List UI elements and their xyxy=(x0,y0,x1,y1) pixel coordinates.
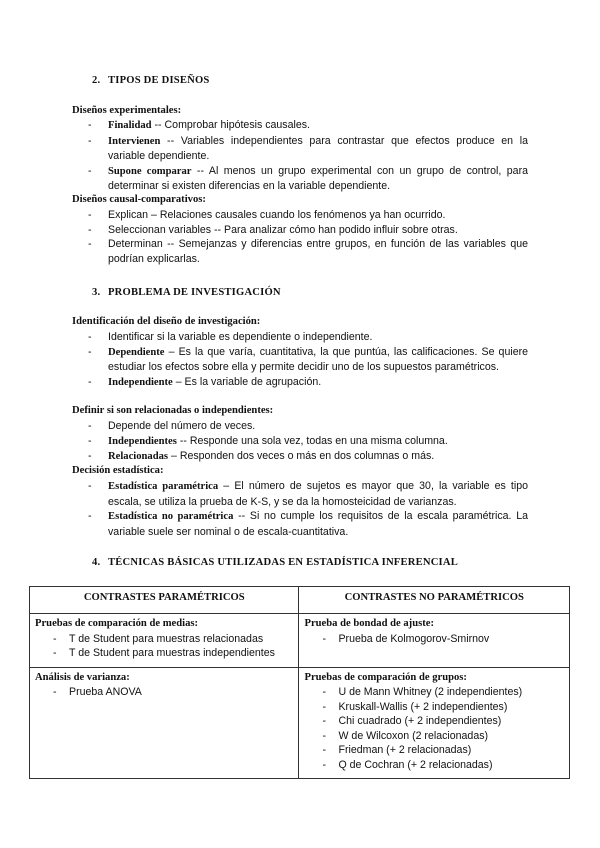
list-item xyxy=(88,208,528,223)
description: Comprobar hipótesis causales. xyxy=(164,119,310,131)
section-number: 2. xyxy=(92,75,101,86)
dash-bullet: - xyxy=(53,686,57,698)
separator: -- xyxy=(176,434,190,447)
description: Variables independientes para contrastar que efectos produce en la variable dependiente. xyxy=(108,134,528,162)
dash-bullet: - xyxy=(88,238,92,250)
dash-bullet: - xyxy=(53,647,57,659)
description: Determinan -- Semejanzas y diferencias entre grupos, en función de las variables que podrían explicarlas. xyxy=(108,238,528,265)
cell-heading: Análisis de varianza: xyxy=(35,671,130,683)
separator: – xyxy=(218,480,235,492)
techniques-table xyxy=(29,586,570,779)
dash-bullet: - xyxy=(322,744,327,756)
dash-bullet: - xyxy=(322,632,327,645)
section-number: 4. xyxy=(92,557,101,568)
section-3-heading xyxy=(92,286,281,301)
term: Relacionadas xyxy=(108,451,169,462)
list-item xyxy=(88,237,528,266)
dash-bullet: - xyxy=(88,510,92,522)
cell-item-text: Prueba de Kolmogorov-Smirnov xyxy=(338,632,490,645)
cell-item-text: W de Wilcoxon (2 relacionadas) xyxy=(338,729,489,742)
term: Finalidad xyxy=(108,120,152,131)
cell-item-text: Friedman (+ 2 relacionadas) xyxy=(338,744,472,756)
subheading-identification: Identificación del diseño de investigación: xyxy=(72,316,261,327)
list-related xyxy=(88,419,528,465)
term: Estadística paramétrica xyxy=(108,481,219,492)
term: Independientes xyxy=(108,435,177,447)
section-title: PROBLEMA DE INVESTIGACIÓN xyxy=(108,287,281,298)
term: Intervienen xyxy=(108,135,161,147)
dash-bullet: - xyxy=(322,715,327,727)
dash-bullet: - xyxy=(88,134,92,147)
list-item xyxy=(88,345,528,375)
separator: -- xyxy=(191,164,209,177)
dash-bullet: - xyxy=(88,434,92,447)
section-title: TÉCNICAS BÁSICAS UTILIZADAS EN ESTADÍSTICA INFERENCIAL xyxy=(108,557,458,568)
dash-bullet: - xyxy=(88,164,92,177)
separator: -- xyxy=(233,510,250,522)
cell-item xyxy=(35,646,293,661)
dash-bullet: - xyxy=(88,209,92,221)
cell-item xyxy=(304,685,564,700)
list-item xyxy=(88,419,528,434)
dash-bullet: - xyxy=(88,331,92,343)
description: Identificar si la variable es dependiente o independiente. xyxy=(108,331,373,343)
list-item xyxy=(88,330,528,345)
list-item xyxy=(88,223,528,238)
term: Dependiente xyxy=(108,346,165,358)
subheading-decision: Decisión estadística: xyxy=(72,465,164,476)
section-number: 3. xyxy=(92,287,101,298)
table-header-row xyxy=(30,587,570,614)
cell-item xyxy=(35,632,293,647)
description: Si no cumple los requisitos de la escala paramétrica. La variable suele ser nominal o de escala-cuantitativa. xyxy=(108,510,528,538)
list-item xyxy=(88,434,528,450)
cell-item-text: Q de Cochran (+ 2 relacionadas) xyxy=(338,758,493,771)
description: Depende del número de veces. xyxy=(108,420,256,432)
subheading-related: Definir si son relacionadas o independientes: xyxy=(72,405,274,416)
subheading-causal: Diseños causal-comparativos: xyxy=(72,194,206,205)
column-header-nonparametric: CONTRASTES NO PARAMÉTRICOS xyxy=(299,587,570,614)
separator: -- xyxy=(151,119,165,131)
list-item xyxy=(88,375,528,391)
list-item xyxy=(88,479,528,509)
dash-bullet: - xyxy=(322,729,327,742)
cell-item xyxy=(304,758,564,773)
cell-heading: Pruebas de comparación de medias: xyxy=(35,618,199,629)
cell-item xyxy=(304,714,564,729)
dash-bullet: - xyxy=(322,758,327,771)
section-4-heading xyxy=(92,556,458,571)
list-identification xyxy=(88,330,528,390)
table-row xyxy=(30,667,570,779)
dash-bullet: - xyxy=(322,686,327,698)
cell-item-text: Kruskall-Wallis (+ 2 independientes) xyxy=(338,700,508,713)
dash-bullet: - xyxy=(88,223,92,236)
cell-item xyxy=(35,685,293,700)
list-experimental xyxy=(88,118,528,194)
cell-item xyxy=(304,632,564,647)
list-item xyxy=(88,164,528,194)
term: Supone comparar xyxy=(108,165,192,177)
description: Responden dos veces o más en dos columnas o más. xyxy=(179,450,435,462)
cell-item-text: Chi cuadrado (+ 2 independientes) xyxy=(338,715,502,727)
list-causal xyxy=(88,208,528,266)
cell-item xyxy=(304,743,564,758)
list-item xyxy=(88,118,528,134)
section-2-heading xyxy=(92,74,210,89)
table-cell xyxy=(30,667,299,779)
subheading-experimental: Diseños experimentales: xyxy=(72,105,182,116)
dash-bullet: - xyxy=(88,119,92,131)
cell-item-text: U de Mann Whitney (2 independientes) xyxy=(338,686,523,698)
cell-heading: Pruebas de comparación de grupos: xyxy=(304,671,467,683)
separator: – xyxy=(164,345,179,358)
description: Explican – Relaciones causales cuando los fenómenos ya han ocurrido. xyxy=(108,209,446,221)
cell-item-text: Prueba ANOVA xyxy=(69,686,142,698)
list-item xyxy=(88,509,528,539)
separator: -- xyxy=(160,134,181,147)
separator: – xyxy=(172,375,185,388)
list-item xyxy=(88,134,528,164)
section-title: TIPOS DE DISEÑOS xyxy=(108,75,210,86)
description: Es la variable de agrupación. xyxy=(184,375,322,388)
dash-bullet: - xyxy=(88,450,92,462)
dash-bullet: - xyxy=(53,632,57,645)
term: Estadística no paramétrica xyxy=(108,511,234,522)
dash-bullet: - xyxy=(88,480,92,492)
column-header-parametric: CONTRASTES PARAMÉTRICOS xyxy=(30,587,299,614)
term: Independiente xyxy=(108,376,173,388)
table-row xyxy=(30,614,570,668)
cell-heading: Prueba de bondad de ajuste: xyxy=(304,618,434,629)
table-cell xyxy=(299,614,570,668)
table-cell xyxy=(30,614,299,668)
cell-item xyxy=(304,700,564,715)
separator: – xyxy=(168,450,180,462)
dash-bullet: - xyxy=(88,420,92,432)
dash-bullet: - xyxy=(322,700,327,713)
description: Es la que varía, cuantitativa, la que puntúa, las calificaciones. Se quiere estudiar los efectos sobre ella y permite decidir uno de los supuestos paramétricos. xyxy=(108,345,528,373)
description: Responde una sola vez, todas en una misma columna. xyxy=(189,434,448,447)
list-item xyxy=(88,449,528,465)
cell-item-text: T de Student para muestras relacionadas xyxy=(69,632,264,645)
dash-bullet: - xyxy=(88,345,92,358)
dash-bullet: - xyxy=(88,375,92,388)
cell-item-text: T de Student para muestras independientes xyxy=(69,647,275,659)
cell-item xyxy=(304,729,564,744)
description: El número de sujetos es mayor que 30, la variable es tipo escala, se utiliza la prueba de K-S, y se da la homosteicidad de varianzas. xyxy=(108,480,529,508)
list-decision xyxy=(88,479,528,539)
table-cell xyxy=(299,667,570,779)
description: Seleccionan variables -- Para analizar cómo han podido influir sobre otras. xyxy=(108,223,458,236)
description: Al menos un grupo experimental con un grupo de control, para determinar si existen diferencias en la variable dependiente. xyxy=(108,164,528,192)
